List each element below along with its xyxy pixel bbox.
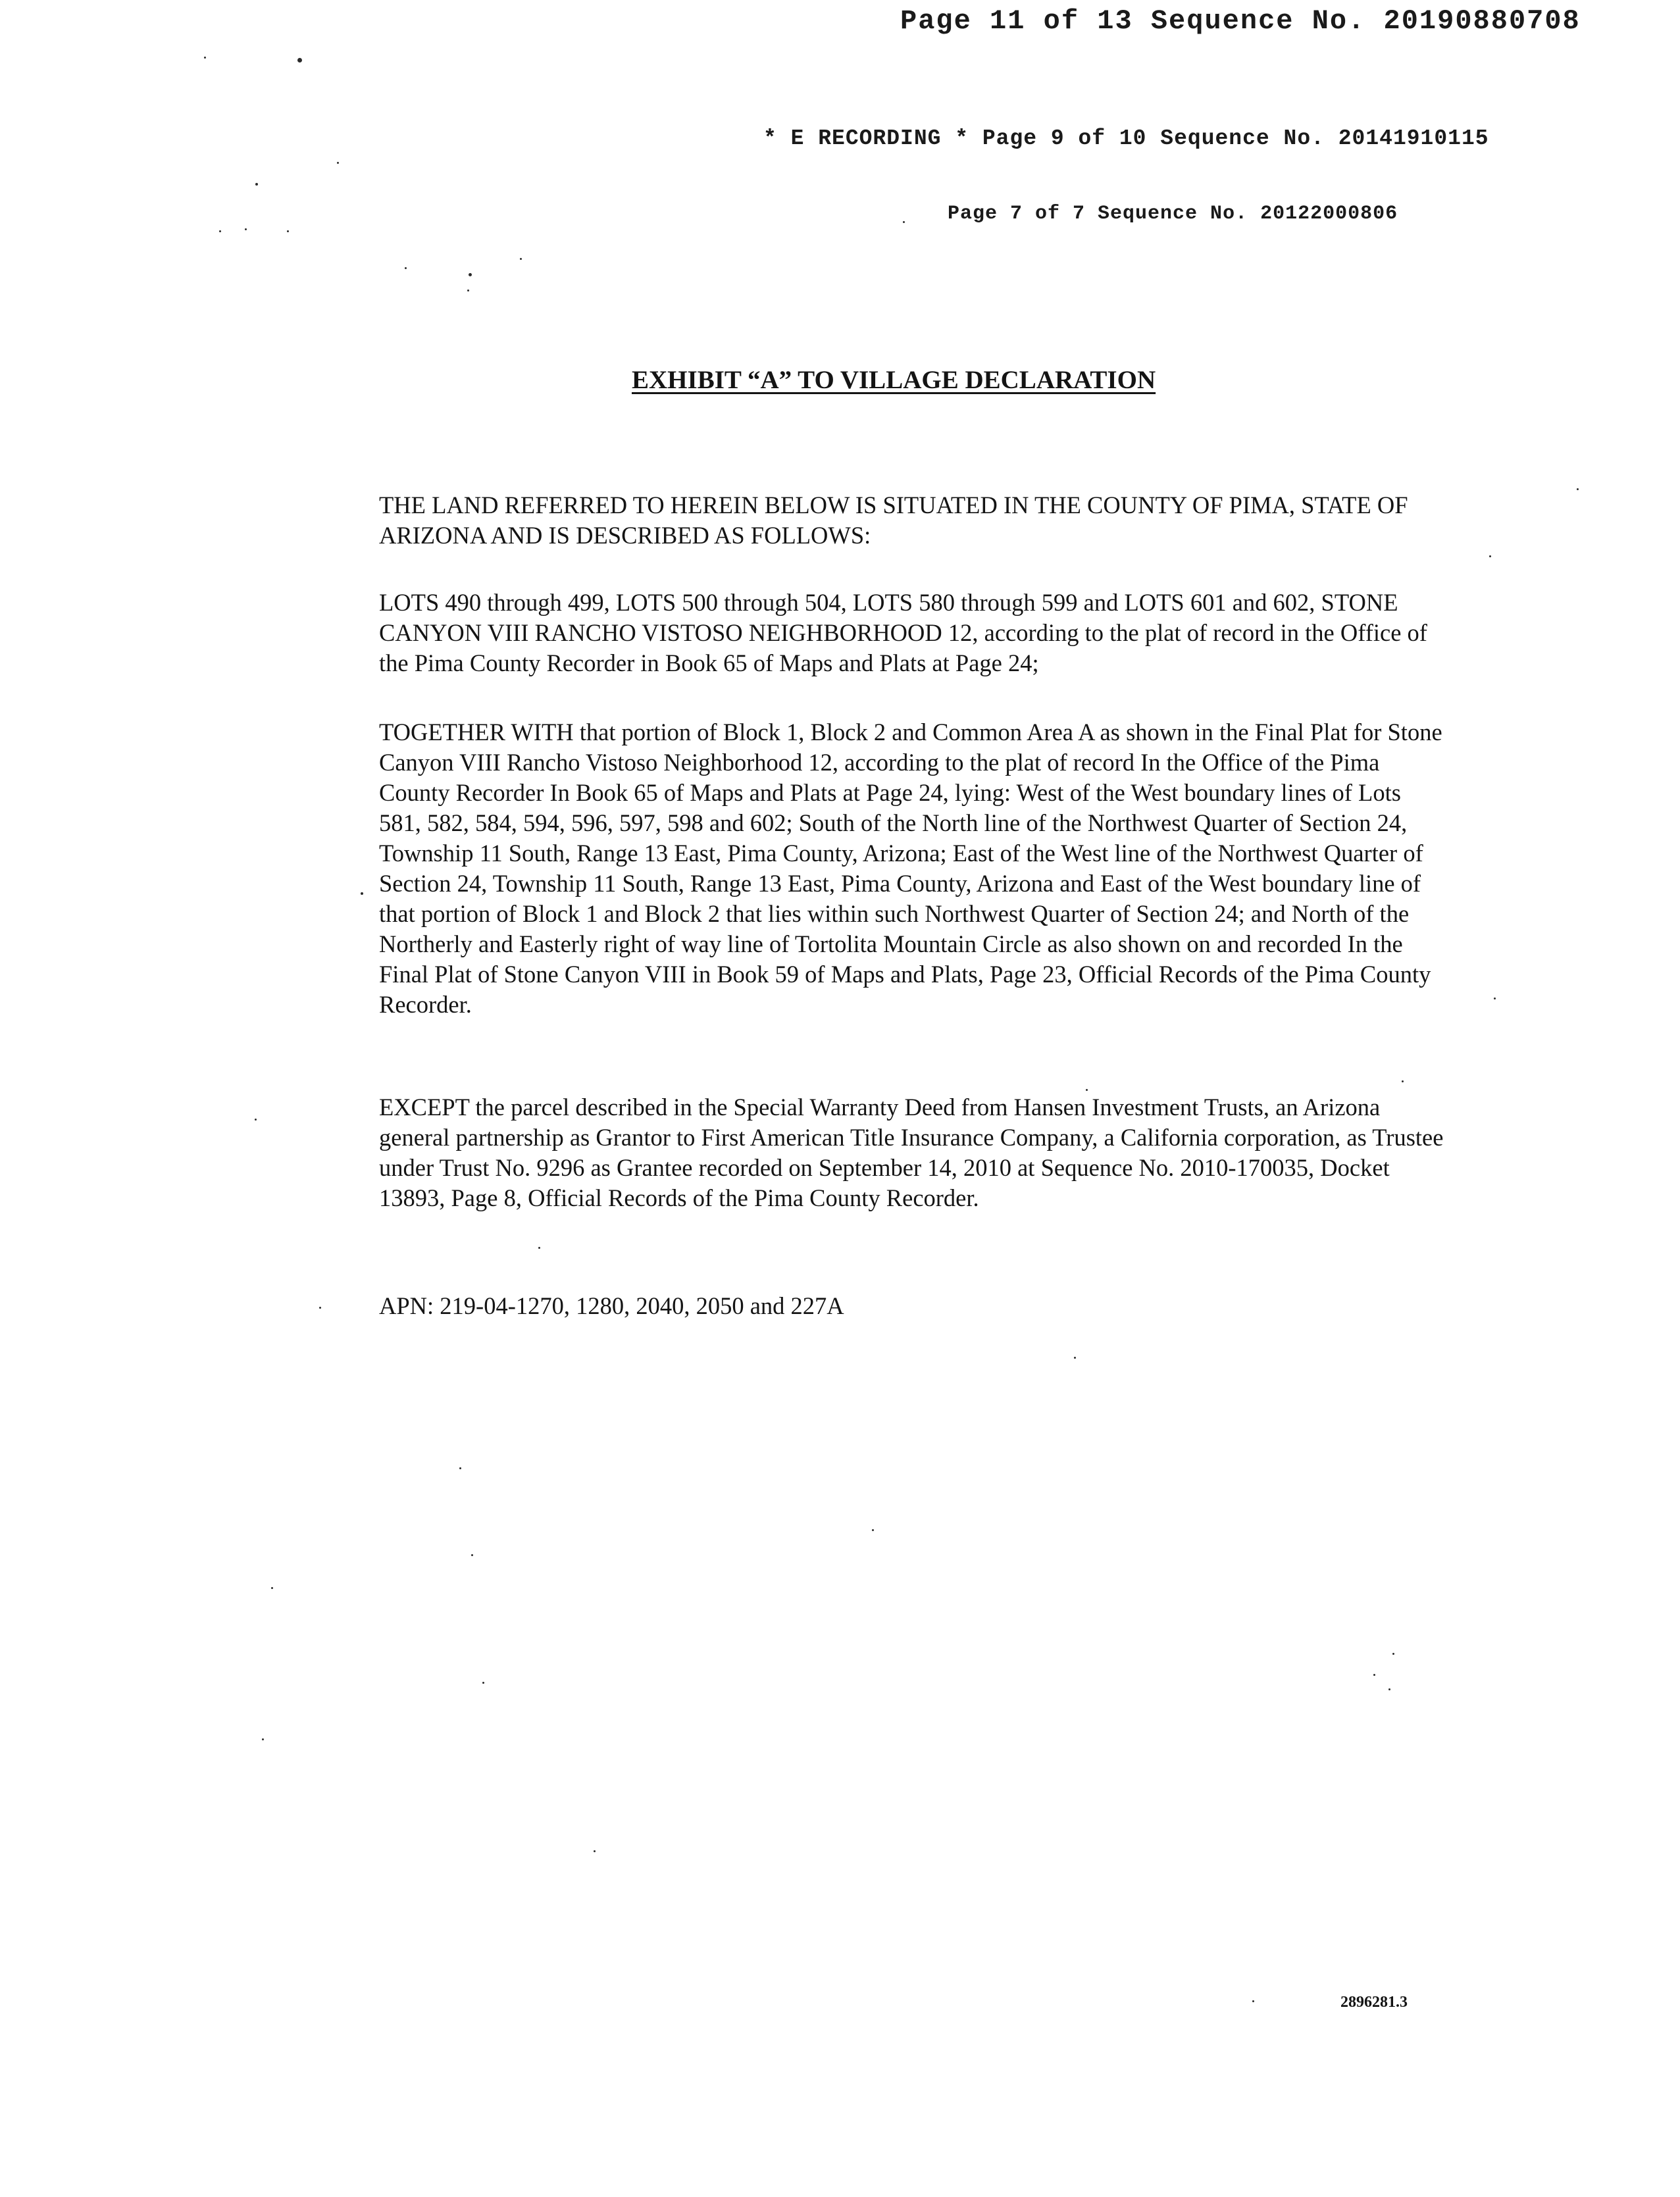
speck <box>262 1738 264 1740</box>
speck <box>903 221 905 223</box>
except-paragraph: EXCEPT the parcel described in the Special Warranty Deed from Hansen Investment Trusts, an Arizona general partnership as Grantor to First American Title Insurance Company, a California corporation, as Trustee under Trust No. 9296 as Grantee recorded on September 14, 2010 at Sequence No. 2010-170035, Docket 13893, Page 8, Official Records of the Pima County Recorder. <box>379 1094 1444 1211</box>
speck <box>469 273 472 276</box>
speck <box>204 57 206 59</box>
speck <box>520 258 522 260</box>
speck <box>255 183 258 186</box>
county-statement-paragraph: THE LAND REFERRED TO HEREIN BELOW IS SITUATED IN THE COUNTY OF PIMA, STATE OF ARIZONA AND IS DESCRIBED AS FOLLOWS: <box>379 492 1408 549</box>
speck <box>482 1682 484 1684</box>
speck <box>245 228 247 230</box>
recording-stamp-page-9: * E RECORDING * Page 9 of 10 Sequence No. 20141910115 <box>763 126 1489 151</box>
speck <box>1494 997 1496 999</box>
speck <box>1392 1653 1394 1655</box>
speck <box>459 1467 461 1469</box>
speck <box>255 1119 257 1121</box>
speck <box>1086 1089 1088 1091</box>
speck <box>1074 1357 1076 1359</box>
apn-line: APN: 219-04-1270, 1280, 2040, 2050 and 227A <box>379 1292 844 1319</box>
speck <box>471 1554 473 1556</box>
speck <box>337 162 339 164</box>
speck <box>405 267 407 269</box>
document-number: 2896281.3 <box>1340 1994 1408 2011</box>
speck <box>594 1850 596 1852</box>
speck <box>1489 555 1491 557</box>
speck <box>297 58 302 63</box>
speck <box>872 1529 874 1531</box>
speck <box>1373 1674 1375 1676</box>
speck <box>287 230 289 232</box>
speck <box>319 1307 321 1309</box>
recording-stamp-page-7: Page 7 of 7 Sequence No. 20122000806 <box>948 203 1398 225</box>
speck <box>467 290 469 291</box>
lots-description-paragraph: LOTS 490 through 499, LOTS 500 through 504, LOTS 580 through 599 and LOTS 601 and 602, STONE CANYON VIII RANCHO VISTOSO NEIGHBORHOOD 12, according to the plat of record in the Office of the Pima County Recorder in Book 65 of Maps and Plats at Page 24; <box>379 589 1427 676</box>
speck <box>271 1587 273 1589</box>
speck <box>1402 1080 1404 1082</box>
speck <box>538 1247 540 1249</box>
speck <box>1388 1688 1390 1690</box>
exhibit-title: EXHIBIT “A” TO VILLAGE DECLARATION <box>632 366 1156 394</box>
speck <box>361 892 363 895</box>
speck <box>1252 2000 1254 2002</box>
together-with-paragraph: TOGETHER WITH that portion of Block 1, Block 2 and Common Area A as shown in the Final Plat for Stone Canyon VIII Rancho Vistoso Neighborhood 12, according to the plat of record In the Office of the Pima County Recorder In Book 65 of Maps and Plats at Page 24, lying: West of the West boundary lines of Lots 581, 582, 584, 594, 596, 597, 598 and 602; South of the North line of the Northwest Quarter of Section 24, Township 11 South, Range 13 East, Pima County, Arizona; East of the West line of the Northwest Quarter of Section 24, Township 11 South, Range 13 East, Pima County, Arizona and East of the West boundary line of that portion of Block 1 and Block 2 that lies within such Northwest Quarter of Section 24; and North of the Northerly and Easterly right of way line of Tortolita Mountain Circle as also shown on and recorded In the Final Plat of Stone Canyon VIII in Book 59 of Maps and Plats, Page 23, Official Records of the Pima County Recorder. <box>379 719 1442 1018</box>
recording-stamp-page-11: Page 11 of 13 Sequence No. 20190880708 <box>900 5 1581 37</box>
speck <box>219 230 221 232</box>
speck <box>1577 488 1579 490</box>
